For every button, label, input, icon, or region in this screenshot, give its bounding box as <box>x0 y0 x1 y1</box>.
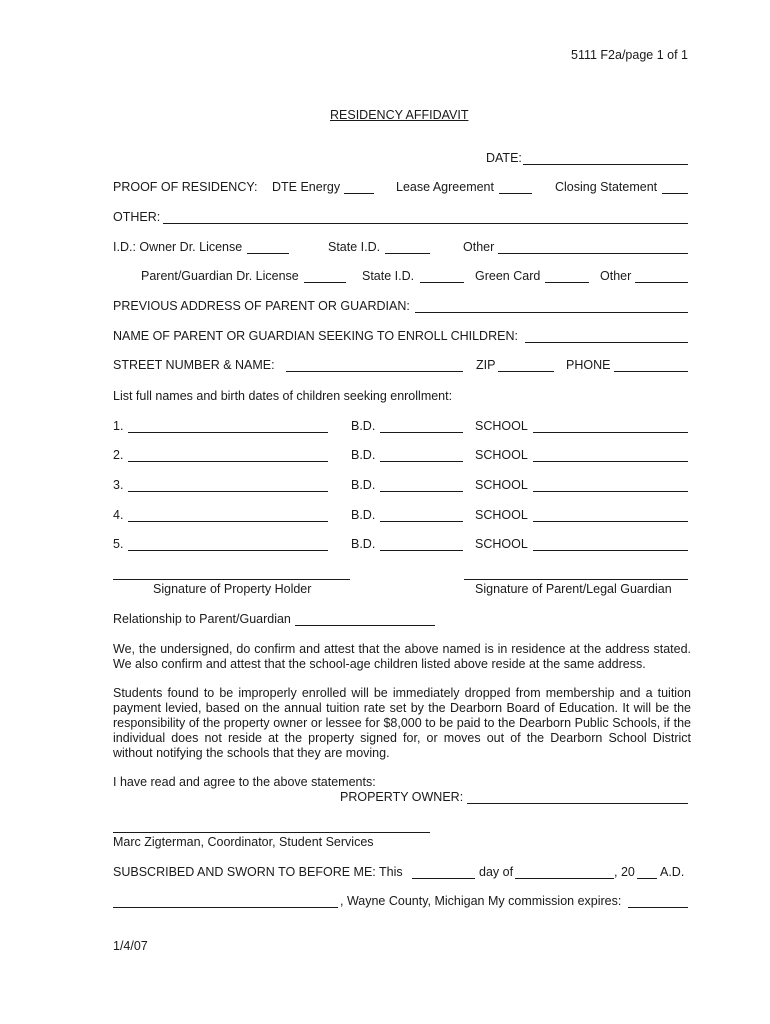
lease-agreement-field[interactable] <box>499 193 532 194</box>
dte-energy-label: DTE Energy <box>272 180 341 194</box>
parent-name-field[interactable] <box>525 342 688 343</box>
school-field[interactable] <box>533 491 688 492</box>
street-field[interactable] <box>286 371 463 372</box>
child-number: 5. <box>113 537 124 551</box>
footer-date: 1/4/07 <box>113 939 148 953</box>
students-paragraph: Students found to be improperly enrolled will be immediately dropped from membership and a tuition payment levied, based on the annual tuition rate set by the Dearborn Board of Education. It will be the responsibility of the property owner or lessee for $8,000 to be paid to the Dearborn Public Schools, if the individual does not reside at the property signed for, or moves out of the Dearborn School District without notifying the schools that they are moving. <box>113 686 691 760</box>
other-label: OTHER: <box>113 210 161 224</box>
birth-date-label: B.D. <box>351 478 376 492</box>
lease-agreement-label: Lease Agreement <box>396 180 494 194</box>
sworn-year-field[interactable] <box>637 878 657 879</box>
property-holder-signature-field[interactable] <box>113 579 350 580</box>
form-title: RESIDENCY AFFIDAVIT <box>330 108 469 122</box>
other-field[interactable] <box>163 223 688 224</box>
zip-field[interactable] <box>498 371 554 372</box>
child-number: 2. <box>113 448 124 462</box>
closing-statement-label: Closing Statement <box>555 180 658 194</box>
notary-signature-field[interactable] <box>113 907 338 908</box>
child-number: 4. <box>113 508 124 522</box>
guardian-other-label: Other <box>600 269 632 283</box>
guardian-license-label: Parent/Guardian Dr. License <box>141 269 299 283</box>
agree-statement: I have read and agree to the above statements: <box>113 775 376 789</box>
school-field[interactable] <box>533 432 688 433</box>
date-label: DATE: <box>486 151 522 165</box>
ad-label: A.D. <box>660 865 685 879</box>
property-owner-label: PROPERTY OWNER: <box>340 790 464 804</box>
guardian-other-field[interactable] <box>635 282 688 283</box>
owner-other-field[interactable] <box>498 253 688 254</box>
school-label: SCHOOL <box>475 448 528 462</box>
birth-date-field[interactable] <box>380 432 463 433</box>
property-holder-signature-label: Signature of Property Holder <box>153 582 312 596</box>
previous-address-field[interactable] <box>415 312 688 313</box>
date-field[interactable] <box>523 164 688 165</box>
proof-of-residency-label: PROOF OF RESIDENCY: <box>113 180 258 194</box>
owner-license-field[interactable] <box>247 253 289 254</box>
owner-license-label: I.D.: Owner Dr. License <box>113 240 243 254</box>
school-field[interactable] <box>533 461 688 462</box>
child-name-field[interactable] <box>128 550 328 551</box>
page-reference: 5111 F2a/page 1 of 1 <box>571 48 688 62</box>
attest-paragraph: We, the undersigned, do confirm and attest that the above named is in residence at the address stated. We also confirm and attest that the school-age children listed above reside at the same address. <box>113 642 691 671</box>
birth-date-label: B.D. <box>351 448 376 462</box>
owner-state-id-label: State I.D. <box>328 240 381 254</box>
closing-statement-field[interactable] <box>662 193 688 194</box>
green-card-label: Green Card <box>475 269 541 283</box>
birth-date-field[interactable] <box>380 491 463 492</box>
commission-expires-field[interactable] <box>628 907 688 908</box>
child-number: 1. <box>113 419 124 433</box>
sworn-month-field[interactable] <box>515 878 614 879</box>
children-intro: List full names and birth dates of children seeking enrollment: <box>113 389 453 403</box>
zip-label: ZIP <box>476 358 496 372</box>
phone-field[interactable] <box>614 371 688 372</box>
sworn-day-field[interactable] <box>412 878 475 879</box>
guardian-state-id-label: State I.D. <box>362 269 415 283</box>
birth-date-label: B.D. <box>351 419 376 433</box>
relationship-label: Relationship to Parent/Guardian <box>113 612 291 626</box>
school-field[interactable] <box>533 521 688 522</box>
year-label: , 20 <box>614 865 635 879</box>
child-number: 3. <box>113 478 124 492</box>
property-owner-field[interactable] <box>467 803 688 804</box>
school-label: SCHOOL <box>475 419 528 433</box>
previous-address-label: PREVIOUS ADDRESS OF PARENT OR GUARDIAN: <box>113 299 410 313</box>
day-of-label: day of <box>479 865 514 879</box>
school-label: SCHOOL <box>475 508 528 522</box>
guardian-signature-field[interactable] <box>464 579 688 580</box>
street-label: STREET NUMBER & NAME: <box>113 358 275 372</box>
birth-date-field[interactable] <box>380 461 463 462</box>
school-label: SCHOOL <box>475 478 528 492</box>
birth-date-label: B.D. <box>351 537 376 551</box>
sworn-label: SUBSCRIBED AND SWORN TO BEFORE ME: This <box>113 865 403 879</box>
child-name-field[interactable] <box>128 521 328 522</box>
green-card-field[interactable] <box>545 282 589 283</box>
dte-energy-field[interactable] <box>344 193 374 194</box>
coordinator-signature-field[interactable] <box>113 832 430 833</box>
birth-date-label: B.D. <box>351 508 376 522</box>
school-label: SCHOOL <box>475 537 528 551</box>
child-name-field[interactable] <box>128 491 328 492</box>
school-field[interactable] <box>533 550 688 551</box>
guardian-license-field[interactable] <box>304 282 346 283</box>
birth-date-field[interactable] <box>380 550 463 551</box>
owner-state-id-field[interactable] <box>385 253 430 254</box>
guardian-state-id-field[interactable] <box>420 282 464 283</box>
guardian-signature-label: Signature of Parent/Legal Guardian <box>475 582 672 596</box>
birth-date-field[interactable] <box>380 521 463 522</box>
county-label: , Wayne County, Michigan My commission expires: <box>340 894 622 908</box>
relationship-field[interactable] <box>295 625 435 626</box>
coordinator-name: Marc Zigterman, Coordinator, Student Services <box>113 835 374 849</box>
child-name-field[interactable] <box>128 461 328 462</box>
child-name-field[interactable] <box>128 432 328 433</box>
owner-other-label: Other <box>463 240 495 254</box>
phone-label: PHONE <box>566 358 611 372</box>
parent-name-label: NAME OF PARENT OR GUARDIAN SEEKING TO ENROLL CHILDREN: <box>113 329 518 343</box>
